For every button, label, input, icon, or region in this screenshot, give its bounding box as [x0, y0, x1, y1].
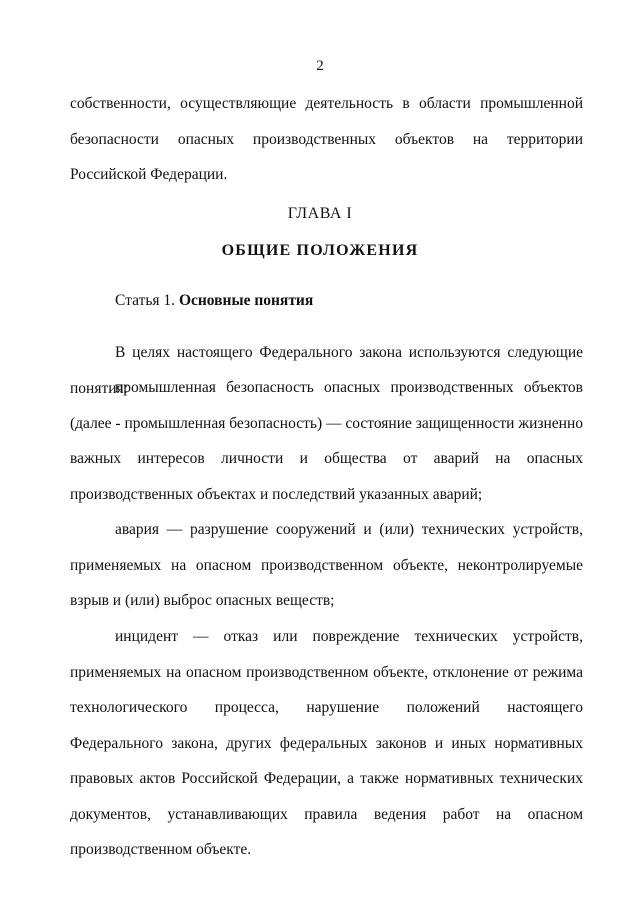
intro-paragraph: собственности, осуществляющие деятельность в области промышленной безопасности опасных производственных объектов на территории Российской Федерации.	[70, 95, 583, 183]
definition-accident: авария — разрушение сооружений и (или) технических устройств, применяемых на опасном производственном объекте, неконтролируемые взрыв и (или) выброс опасных веществ;	[70, 521, 583, 609]
article-heading	[115, 292, 313, 310]
page-number: 2	[316, 58, 324, 74]
chapter-subtitle: ОБЩИЕ ПОЛОЖЕНИЯ	[221, 242, 419, 259]
lead-paragraph: В целях настоящего Федерального закона используются следующие понятия:	[70, 344, 583, 397]
definition-industrial-safety: промышленная безопасность опасных производственных объектов (далее - промышленная безопасность) — состояние защищенности жизненно важных интересов личности и общества от аварий на опасных производственных объектах и последствий указанных аварий;	[70, 379, 583, 503]
article-prefix: Статья 1.	[115, 292, 176, 309]
definition-incident: инцидент — отказ или повреждение технических устройств, применяемых на опасном производственном объекте, отклонение от режима технологического процесса, нарушение положений настоящего Федерального закона, других федеральных законов и иных нормативных правовых актов Российской Федерации, а также нормативных технических документов, устанавливающих правила ведения работ на опасном производственном объекте.	[70, 628, 583, 858]
article-title: Основные понятия	[178, 292, 314, 309]
chapter-title: ГЛАВА I	[287, 205, 353, 222]
